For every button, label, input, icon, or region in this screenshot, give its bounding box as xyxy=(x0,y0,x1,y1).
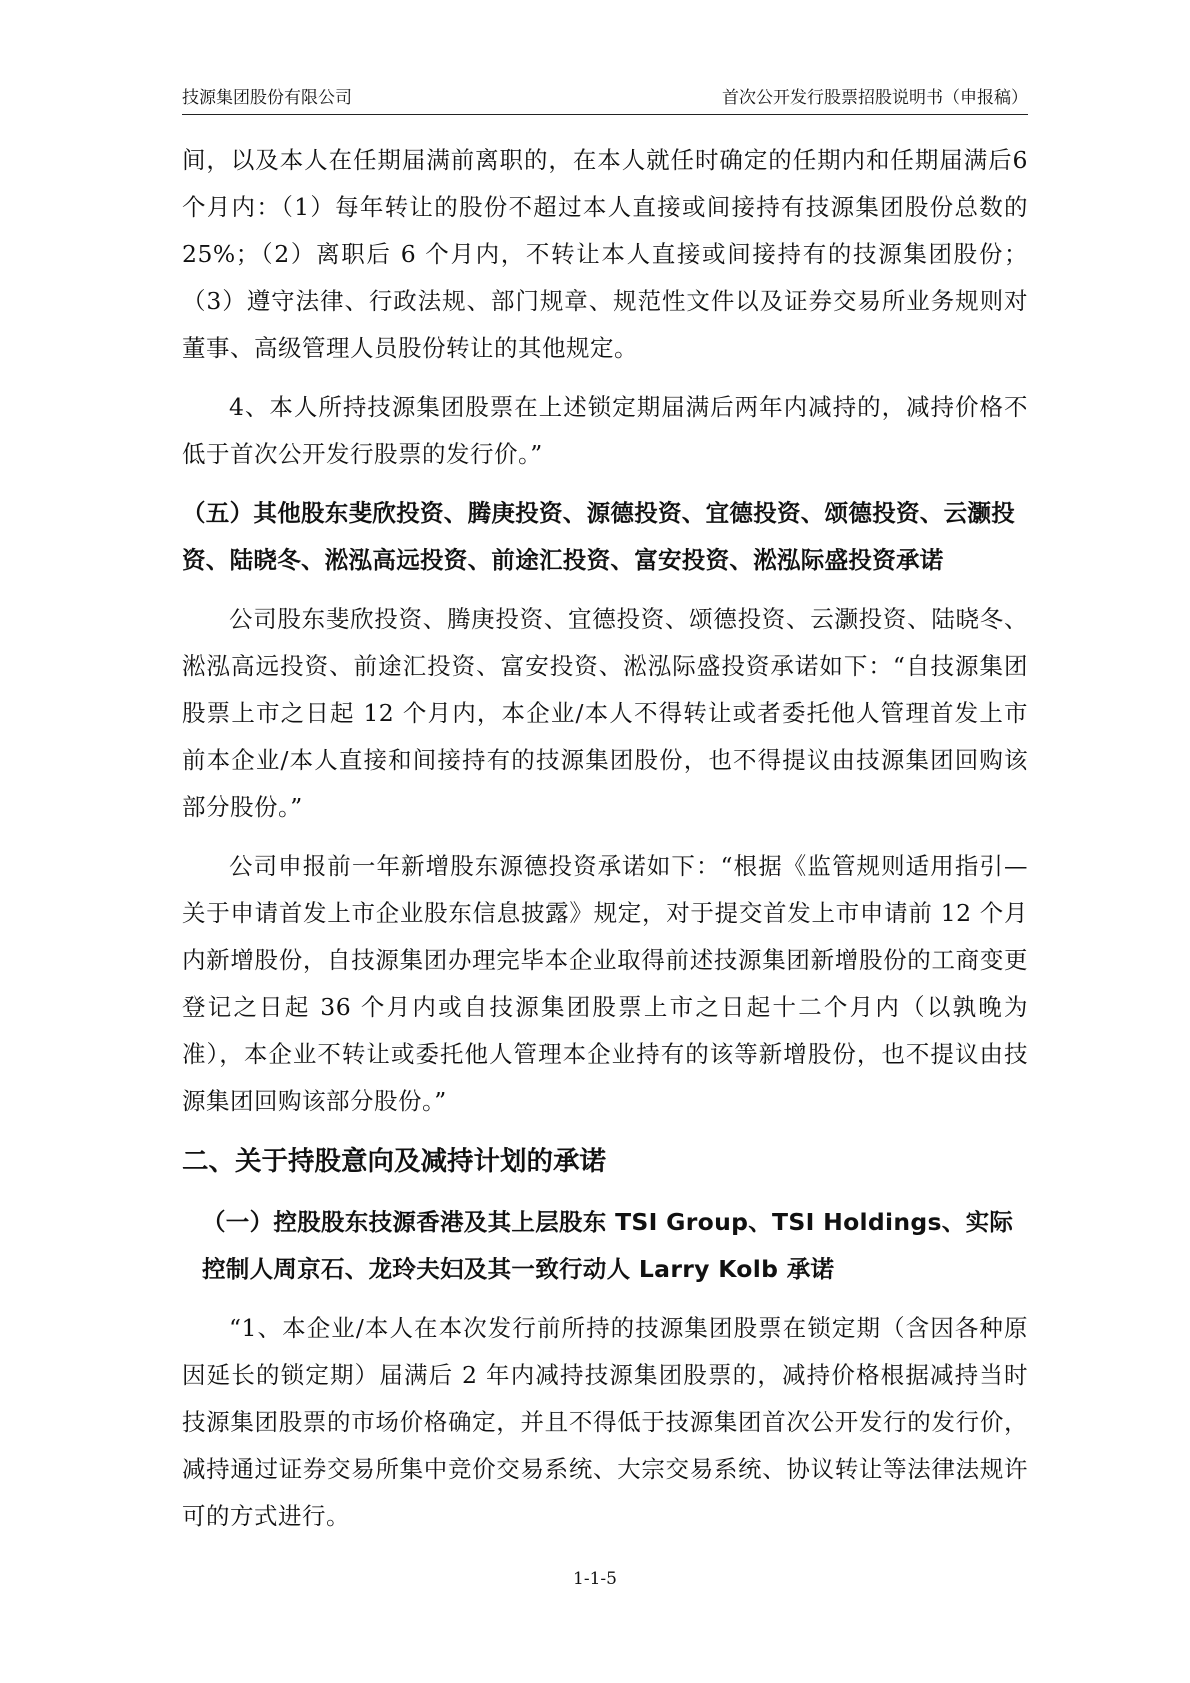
header-document-title: 首次公开发行股票招股说明书（申报稿） xyxy=(722,88,1028,108)
paragraph-tenure-restriction: 间，以及本人在任期届满前离职的，在本人就任时确定的任期内和任期届满后6 个月内：（1）每年转让的股份不超过本人直接或间接持有技源集团股份总数的 25%；（2）离职后 6 个月内，不转让本人直接或间接持有的技源集团股份；（3）遵守法律、行政法规、部门规章、规范性文件以及证券交易所业务规则对董事、高级管理人员股份转让的其他规定。 xyxy=(182,146,1028,362)
section-heading-controlling-shareholder: （一）控股股东技源香港及其上层股东 TSI Group、TSI Holdings、实际控制人周京石、龙玲夫妇及其一致行动人 Larry Kolb 承诺 xyxy=(202,1208,1014,1283)
chapter-heading-holding-intention: 二、关于持股意向及减持计划的承诺 xyxy=(182,1146,606,1177)
paragraph-reduction-plan: “1、本企业/本人在本次发行前所持的技源集团股票在锁定期（含因各种原因延长的锁定期）届满后 2 年内减持技源集团股票的，减持价格根据减持当时技源集团股票的市场价格确定，并且不得低于技源集团首次公开发行的发行价，减持通过证券交易所集中竞价交易系统、大宗交易系统、协议转让等法律法规许可的方式进行。 xyxy=(182,1314,1028,1530)
page-number: 1-1-5 xyxy=(573,1569,617,1589)
paragraph-new-shareholder-commitment: 公司申报前一年新增股东源德投资承诺如下：“根据《监管规则适用指引—关于申请首发上市企业股东信息披露》规定，对于提交首发上市申请前 12 个月内新增股份，自技源集团办理完毕本企业取得前述技源集团新增股份的工商变更登记之日起 36 个月内或自技源集团股票上市之日起十二个月内（以孰晚为准），本企业不转让或委托他人管理本企业持有的该等新增股份，也不提议由技源集团回购该部分股份。” xyxy=(182,852,1028,1115)
section-heading-other-shareholders: （五）其他股东斐欣投资、腾庚投资、源德投资、宜德投资、颂德投资、云灏投资、陆晓冬、淞泓高远投资、前途汇投资、富安投资、淞泓际盛投资承诺 xyxy=(182,499,1015,574)
paragraph-reduction-price: 4、本人所持技源集团股票在上述锁定期届满后两年内减持的，减持价格不低于首次公开发行股票的发行价。” xyxy=(182,393,1028,468)
page-content xyxy=(182,137,1028,1552)
page-header xyxy=(182,84,1028,115)
paragraph-shareholder-commitment: 公司股东斐欣投资、腾庚投资、宜德投资、颂德投资、云灏投资、陆晓冬、淞泓高远投资、前途汇投资、富安投资、淞泓际盛投资承诺如下：“自技源集团股票上市之日起 12 个月内，本企业/本人不得转让或者委托他人管理首发上市前本企业/本人直接和间接持有的技源集团股份，也不得提议由技源集团回购该部分股份。” xyxy=(182,605,1028,821)
header-company-name: 技源集团股份有限公司 xyxy=(182,88,352,108)
